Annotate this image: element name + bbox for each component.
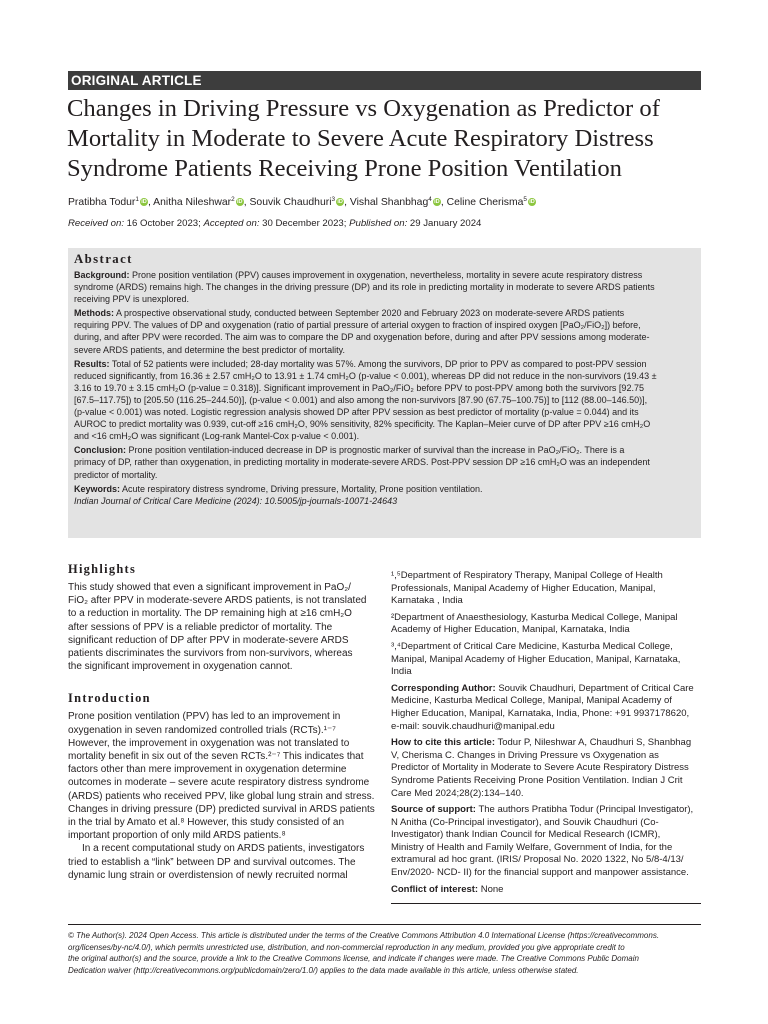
abstract-background: Background: Prone position ventilation (PPV) causes improvement in oxygenation, nevertheless, mortality in severe acute respiratory distress syndrome (ARDS) remains high. The changes in the driving pressure (DP) and its role in predicting mortality in moderate to severe ARDS patients receiving PPV is unexplored. bbox=[74, 270, 655, 305]
author-list: Pratibha Todur$^1$ iD, Anitha Nileshwar$^2$ iD, Souvik Chaudhuri$^3$ iD, Vishal Shanbhag$^4$ iD, Celine Cherisma$^5$ iD bbox=[68, 196, 535, 208]
footer-divider bbox=[68, 924, 701, 925]
author-name: Souvik Chaudhuri bbox=[249, 197, 332, 208]
abstract-results: Results: Total of 52 patients were included; 28-day mortality was 57%. Among the survivors, DP prior to PPV as compared to post-PPV session reduced significantly, from 16.36 ± 2.57 cmH₂O to 13.91 ± 1.74 cmH₂O (p-value < 0.001), whereas DP did not reduce in the non-survivors (19.43 ± 3.16 to 19.70 ± 3.15 cmH₂O (p-value = 0.318)]. Significant improvement in PaO₂/FiO₂ before PPV to post-PPV among both the survivors [92.75 [67.5–117.75]) to [205.50 (116.25–244.50)], (p-value < 0.001) and also among the non-survivors [87.90 (67.75–100.75)] to [112 (88.00–146.50)], (p-value < 0.001) was noted. Logistic regression analysis showed DP after PPV session as best predictor of mortality (p-value = 0.044) and its AUROC to predict mortality was 0.939, cut-off ≥16 cmH₂O, 90% sensitivity, 82% specificity. The Kaplan–Meier curve of DP after PPV ≥16 cmH₂O and <16 cmH₂O was significant (Log-rank Mantel-Cox p-value < 0.001). bbox=[74, 358, 657, 442]
highlights-text: This study showed that even a significant improvement in PaO₂/ FiO₂ after PPV in moderate-severe ARDS patients, is not translated to a reduction in mortality. The DP remaining high at ≥16 cmH₂O after sessions of PPV is a reliable predictor of mortality. The significant reduction of DP after PPV in moderate-severe ARDS patients discriminates the survivors from non-survivors, whereas the significant improvement in oxygenation cannot. bbox=[68, 582, 367, 673]
left-column bbox=[68, 562, 378, 882]
abstract-methods: Methods: A prospective observational study, conducted between September 2020 and February 2023 on moderate-severe ARDS patients requiring PPV. The values of DP and oxygenation (ratio of partial pressure of arterial oxygen to fraction of inspired oxygen [PaO₂/FiO₂]) before, during, and after PPV were recorded. The aim was to compare the DP and oxygenation before, during and after PPV sessions among moderate- severe ARDS patients, and determine the best predictor of mortality. bbox=[74, 308, 650, 355]
abstract-box bbox=[68, 248, 701, 538]
author-name: Pratibha Todur bbox=[68, 197, 136, 208]
introduction-heading: Introduction bbox=[68, 691, 151, 706]
title-line: Mortality in Moderate to Severe Acute Respiratory Distress bbox=[67, 125, 654, 152]
orcid-icon[interactable]: iD bbox=[434, 199, 440, 205]
abstract-heading: Abstract bbox=[74, 252, 133, 266]
orcid-icon[interactable]: iD bbox=[337, 199, 343, 205]
affiliation: ²Department of Anaesthesiology, Kasturba Medical College, Manipal Academy of Higher Education, Manipal, Karnataka, India bbox=[391, 611, 678, 636]
right-column bbox=[391, 570, 706, 900]
publication-dates: Received on: 16 October 2023; Accepted on: 30 December 2023; Published on: 29 January 2024 bbox=[68, 218, 482, 229]
introduction-text: Prone position ventilation (PPV) has led to an improvement in oxygenation in seven randomized controlled trials (RCTs).¹⁻⁷ However, the improvement in oxygenation was not translated to mortality benefit in six out of the seven RCTs.²⁻⁷ This indicates that factors other than mere improvement in oxygenation determine outcomes in moderate – severe acute respiratory distress syndrome (ARDS) patients who received PPV, like global lung strain and stress. Changes in driving pressure (DP) predicted survival in ARDS patients in the trial by Amato et al.⁸ However, this study consisted of an important proportion of only mild ARDS patients.⁸ In a recent computational study on ARDS patients, investigators tried to establish a “link” between DP and survival outcomes. The dynamic lung strain or overdistension of newly recruited normal bbox=[68, 711, 375, 881]
column-divider bbox=[391, 903, 701, 904]
author-name: Anitha Nileshwar bbox=[153, 197, 232, 208]
orcid-icon[interactable]: iD bbox=[141, 199, 147, 205]
orcid-icon[interactable]: iD bbox=[529, 199, 535, 205]
author-name: Celine Cherisma bbox=[446, 197, 524, 208]
how-to-cite: How to cite this article: Todur P, Nileshwar A, Chaudhuri S, Shanbhag V, Cherisma C. Changes in Driving Pressure vs Oxygenation as Predictor of Mortality in Moderate to Severe Acute Respiratory Distress Syndrome Patients Receiving Prone Position Ventilation. Indian J Crit Care Med 2024;28(2):134–140. bbox=[391, 737, 692, 799]
affiliation: ¹,⁵Department of Respiratory Therapy, Manipal College of Health Professionals, Manipal Academy of Higher Education, Manipal, Karnataka , India bbox=[391, 570, 663, 607]
affiliation: ³,⁴Department of Critical Care Medicine, Kasturba Medical College, Manipal, Manipal Academy of Higher Education, Manipal, Karnataka, India bbox=[391, 640, 681, 678]
orcid-icon[interactable]: iD bbox=[236, 199, 243, 205]
abstract-conclusion: Conclusion: Prone position ventilation-induced decrease in DP is prognostic marker of survival than the increase in PaO₂/FiO₂. There is a primacy of DP, rather than oxygenation, in predicting mortality in moderate-severe ARDS. Post-PPV session DP ≥16 cmH₂O was an independent predictor of mortality. bbox=[74, 445, 650, 480]
source-of-support: Source of support: The authors Pratibha Todur (Principal Investigator), N Anitha (Co-Principal investigator), and Souvik Chaudhuri (Co- Investigator) thank Indian Council for Medical Research (ICMR), Ministry of Health and Family Welfare, Government of India, for the extramural ad hoc grant. (IRIS/ Proposal No. 2020 1322, No 5/8-4/13/ Env/2020- NCD- II) for the financial support and manpower assistance. bbox=[391, 804, 694, 879]
abstract-keywords: Keywords: Acute respiratory distress syndrome, Driving pressure, Mortality, Prone position ventilation. Indian Journal of Critical Care Medicine (2024): 10.5005/jp-journals-10071-24643 bbox=[74, 483, 696, 507]
title-line: Syndrome Patients Receiving Prone Position Ventilation bbox=[67, 155, 622, 182]
corresponding-author: Corresponding Author: Souvik Chaudhuri, Department of Critical Care Medicine, Kasturba Medical College, Manipal, Manipal Academy of Higher Education, Manipal, Karnataka, India, Phone: +91 9937178620, e-mail: souvik.chaudhuri@manipal.edu bbox=[391, 682, 694, 732]
highlights-heading: Highlights bbox=[68, 562, 137, 576]
article-title bbox=[67, 94, 727, 184]
article-type-band: ORIGINAL ARTICLE bbox=[68, 71, 701, 90]
license-footnote: © The Author(s). 2024 Open Access. This article is distributed under the terms of the Creative Commons Attribution 4.0 International License (https://creativecommons. org/licenses/by-nc/4.0/), which permits unrestricted use, distribution, and non-commercial reproduction in any medium, provided you give appropriate credit to the original author(s) and the source, provide a link to the Creative Commons license, and indicate if changes were made. The Creative Commons Public Domain Dedication waiver (http://creativecommons.org/publicdomain/zero/1.0/) applies to the data made available in this article, unless otherwise stated. bbox=[68, 931, 660, 975]
title-line: Changes in Driving Pressure vs Oxygenation as Predictor of bbox=[67, 95, 660, 122]
author-name: Vishal Shanbhag bbox=[349, 197, 429, 208]
conflict-of-interest: Conflict of interest: None bbox=[391, 883, 504, 895]
journal-citation: Indian Journal of Critical Care Medicine (2024): 10.5005/jp-journals-10071-24643 bbox=[74, 495, 398, 506]
